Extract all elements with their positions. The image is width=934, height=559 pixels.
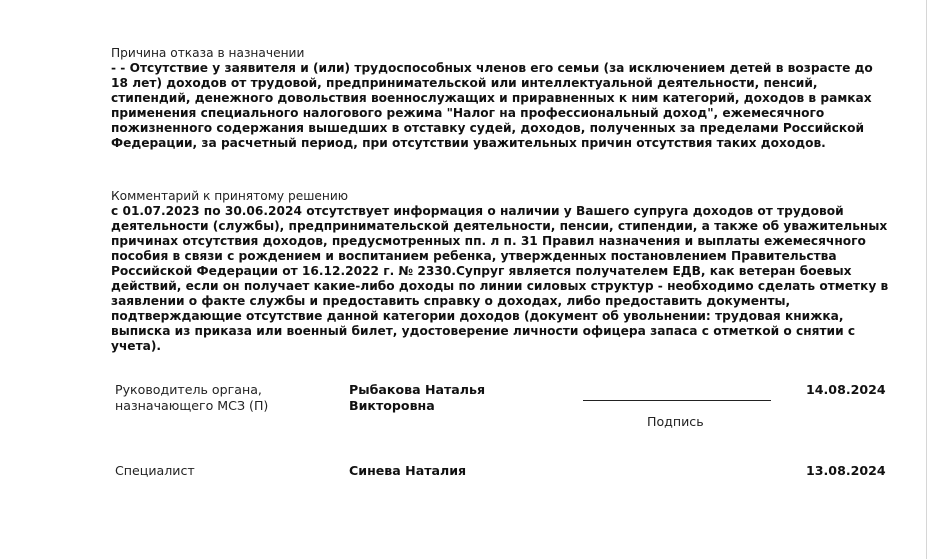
specialist-role: Специалист — [115, 463, 195, 478]
signature-line — [583, 382, 771, 401]
signature-caption: Подпись — [647, 414, 704, 429]
head-signature-date: 14.08.2024 — [806, 382, 886, 397]
specialist-signature-date: 13.08.2024 — [806, 463, 886, 478]
head-role: Руководитель органа, назначающего МСЗ (П) — [115, 382, 269, 413]
refusal-reason-text: - - Отсутствие у заявителя и (или) трудоспособных членов его семьи (за исключением детей в возрасте до 18 лет) доходов от трудовой, предпринимательской или интеллектуальной деятельности, пенсий, стипендий, денежного довольствия военнослужащих и приравненных к ним категорий, доходов в рамках применения специального налогового режима "Налог на профессиональный доход", ежемесячного пожизненного содержания вышедших в отставку судей, доходов, полученных за пределами Российской Федерации, за расчетный период, при отсутствии уважительных причин отсутствия таких доходов. — [111, 61, 873, 150]
refusal-reason-section — [111, 46, 891, 151]
decision-comment-label: Комментарий к принятому решению — [111, 189, 349, 203]
decision-comment-section — [111, 189, 891, 354]
refusal-reason-label: Причина отказа в назначении — [111, 46, 305, 60]
decision-comment-text: с 01.07.2023 по 30.06.2024 отсутствует информация о наличии у Вашего супруга доходов от трудовой деятельности (службы), предпринимательской деятельности, пенсии, стипендии, а также об уважительных причинах отсутствия доходов, предусмотренных пп. л п. 31 Правил назначения и выплаты ежемесячного пособия в связи с рождением и воспитанием ребенка, утвержденных постановлением Правительства Российской Федерации от 16.12.2022 г. № 2330.Супруг является получателем ЕДВ, как ветеран боевых действий, если он получает какие-либо доходы по линии силовых структур - необходимо сделать отметку в заявлении о факте службы и предоставить справку о доходах, либо предоставить документы, подтверждающие отсутствие данной категории доходов (документ об увольнении: трудовая книжка, выписка из приказа или военный билет, удостоверение личности офицера запаса с отметкой о снятии с учета). — [111, 204, 889, 353]
specialist-person-name: Синева Наталия — [349, 463, 467, 478]
head-person-name: Рыбакова Наталья Викторовна — [349, 382, 486, 413]
